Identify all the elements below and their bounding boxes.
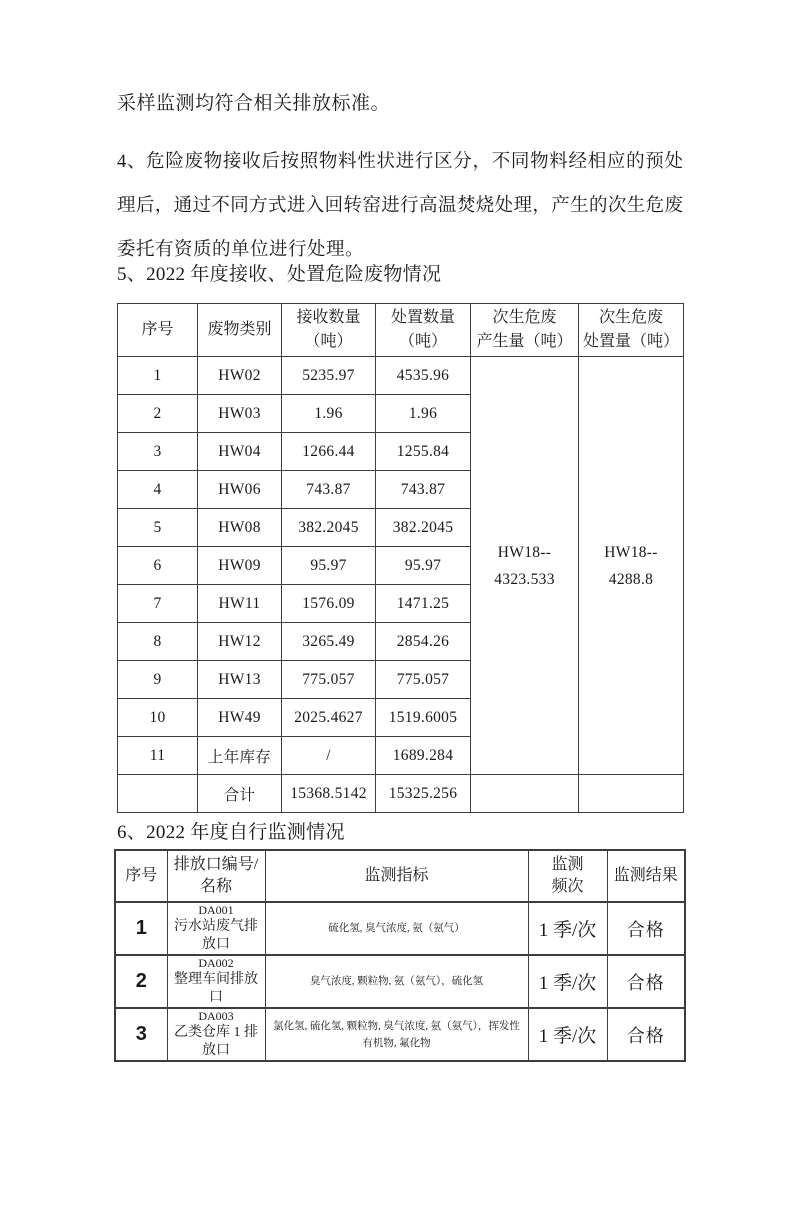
header-serial: 序号 xyxy=(115,850,167,902)
serial-cell: 7 xyxy=(118,585,198,623)
waste-type-cell: HW12 xyxy=(198,623,282,661)
serial-cell: 11 xyxy=(118,737,198,775)
monitoring-row xyxy=(115,1008,685,1061)
disposed-cell: 1255.84 xyxy=(376,433,471,471)
waste-type-cell: HW49 xyxy=(198,699,282,737)
received-cell: 5235.97 xyxy=(282,357,376,395)
serial-cell: 1 xyxy=(118,357,198,395)
total-label-cell: 合计 xyxy=(198,775,282,813)
header-frequency: 监测 频次 xyxy=(528,850,607,902)
monitoring-row xyxy=(115,955,685,1008)
disposed-cell: 1519.6005 xyxy=(376,699,471,737)
received-cell: / xyxy=(282,737,376,775)
received-cell: 2025.4627 xyxy=(282,699,376,737)
header-waste-type: 废物类别 xyxy=(198,304,282,357)
received-cell: 1.96 xyxy=(282,395,376,433)
header-received-qty: 接收数量 （吨） xyxy=(282,304,376,357)
disposed-cell: 4535.96 xyxy=(376,357,471,395)
result-cell: 合格 xyxy=(607,1008,685,1061)
received-cell: 743.87 xyxy=(282,471,376,509)
serial-cell: 6 xyxy=(118,547,198,585)
indicators-cell: 硫化氢, 臭气浓度, 氨（氨气） xyxy=(265,902,528,955)
outlet-name: 乙类仓库 1 排放口 xyxy=(174,1025,258,1058)
waste-type-cell: HW08 xyxy=(198,509,282,547)
disposed-cell: 382.2045 xyxy=(376,509,471,547)
empty-cell xyxy=(579,775,684,813)
result-cell: 合格 xyxy=(607,955,685,1008)
waste-type-cell: 上年库存 xyxy=(198,737,282,775)
serial-cell: 9 xyxy=(118,661,198,699)
received-cell: 382.2045 xyxy=(282,509,376,547)
outlet-cell xyxy=(167,1008,265,1061)
received-cell: 775.057 xyxy=(282,661,376,699)
header-disposed-qty: 处置数量 （吨） xyxy=(376,304,471,357)
paragraph-4-line: 理后，通过不同方式进入回转窑进行高温焚烧处理，产生的次生危废 xyxy=(117,196,683,216)
serial-cell-empty xyxy=(118,775,198,813)
header-serial: 序号 xyxy=(118,304,198,357)
waste-type-cell: HW02 xyxy=(198,357,282,395)
waste-type-cell: HW04 xyxy=(198,433,282,471)
intro-text: 采样监测均符合相关排放标准。 xyxy=(117,93,391,114)
header-indicators: 监测指标 xyxy=(265,850,528,902)
outlet-name: 整理车间排放口 xyxy=(174,972,258,1005)
outlet-code: DA003 xyxy=(198,1009,234,1023)
table-row xyxy=(118,357,684,395)
outlet-code: DA002 xyxy=(198,956,234,970)
header-secondary-generated: 次生危废 产生量（吨） xyxy=(471,304,579,357)
serial-cell: 2 xyxy=(118,395,198,433)
paragraph-4-line: 4、危险废物接收后按照物料性状进行区分，不同物料经相应的预处 xyxy=(117,152,683,172)
document-page xyxy=(117,88,683,1062)
frequency-cell: 1 季/次 xyxy=(528,902,607,955)
empty-cell xyxy=(471,775,579,813)
frequency-cell: 1 季/次 xyxy=(528,955,607,1008)
waste-type-cell: HW11 xyxy=(198,585,282,623)
serial-cell: 3 xyxy=(118,433,198,471)
secondary-generated-merged-cell: HW18-- 4323.533 xyxy=(471,357,579,775)
total-disposed-cell: 15325.256 xyxy=(376,775,471,813)
waste-type-cell: HW06 xyxy=(198,471,282,509)
outlet-cell xyxy=(167,902,265,955)
serial-cell: 5 xyxy=(118,509,198,547)
waste-type-cell: HW09 xyxy=(198,547,282,585)
header-outlet: 排放口编号/ 名称 xyxy=(167,850,265,902)
received-cell: 1266.44 xyxy=(282,433,376,471)
disposed-cell: 1471.25 xyxy=(376,585,471,623)
disposed-cell: 95.97 xyxy=(376,547,471,585)
serial-cell: 4 xyxy=(118,471,198,509)
serial-cell: 10 xyxy=(118,699,198,737)
paragraph-4 xyxy=(117,140,683,272)
disposed-cell: 2854.26 xyxy=(376,623,471,661)
section-5-title: 5、2022 年度接收、处置危险废物情况 xyxy=(117,264,442,285)
section-6-title: 6、2022 年度自行监测情况 xyxy=(117,822,345,843)
received-cell: 95.97 xyxy=(282,547,376,585)
secondary-disposed-merged-cell: HW18-- 4288.8 xyxy=(579,357,684,775)
table1-header-row xyxy=(118,304,684,357)
disposed-cell: 1689.284 xyxy=(376,737,471,775)
serial-cell: 1 xyxy=(115,902,167,955)
paragraph-4-line: 委托有资质的单位进行处理。 xyxy=(117,240,365,260)
serial-cell: 8 xyxy=(118,623,198,661)
disposed-cell: 743.87 xyxy=(376,471,471,509)
result-cell: 合格 xyxy=(607,902,685,955)
header-result: 监测结果 xyxy=(607,850,685,902)
waste-type-cell: HW03 xyxy=(198,395,282,433)
waste-receive-dispose-table xyxy=(117,303,684,813)
total-row xyxy=(118,775,684,813)
outlet-name: 污水站废气排放口 xyxy=(174,919,258,952)
indicators-cell: 臭气浓度, 颗粒物, 氨（氨气），硫化氢 xyxy=(265,955,528,1008)
outlet-code: DA001 xyxy=(198,903,234,917)
monitoring-row xyxy=(115,902,685,955)
received-cell: 3265.49 xyxy=(282,623,376,661)
waste-type-cell: HW13 xyxy=(198,661,282,699)
disposed-cell: 775.057 xyxy=(376,661,471,699)
frequency-cell: 1 季/次 xyxy=(528,1008,607,1061)
self-monitoring-table xyxy=(114,849,686,1062)
header-secondary-disposed: 次生危废 处置量（吨） xyxy=(579,304,684,357)
received-cell: 1576.09 xyxy=(282,585,376,623)
total-received-cell: 15368.5142 xyxy=(282,775,376,813)
outlet-cell xyxy=(167,955,265,1008)
indicators-cell: 氯化氢, 硫化氢, 颗粒物, 臭气浓度, 氨（氨气），挥发性有机物, 氟化物 xyxy=(265,1008,528,1061)
disposed-cell: 1.96 xyxy=(376,395,471,433)
serial-cell: 3 xyxy=(115,1008,167,1061)
serial-cell: 2 xyxy=(115,955,167,1008)
table2-header-row xyxy=(115,850,685,902)
